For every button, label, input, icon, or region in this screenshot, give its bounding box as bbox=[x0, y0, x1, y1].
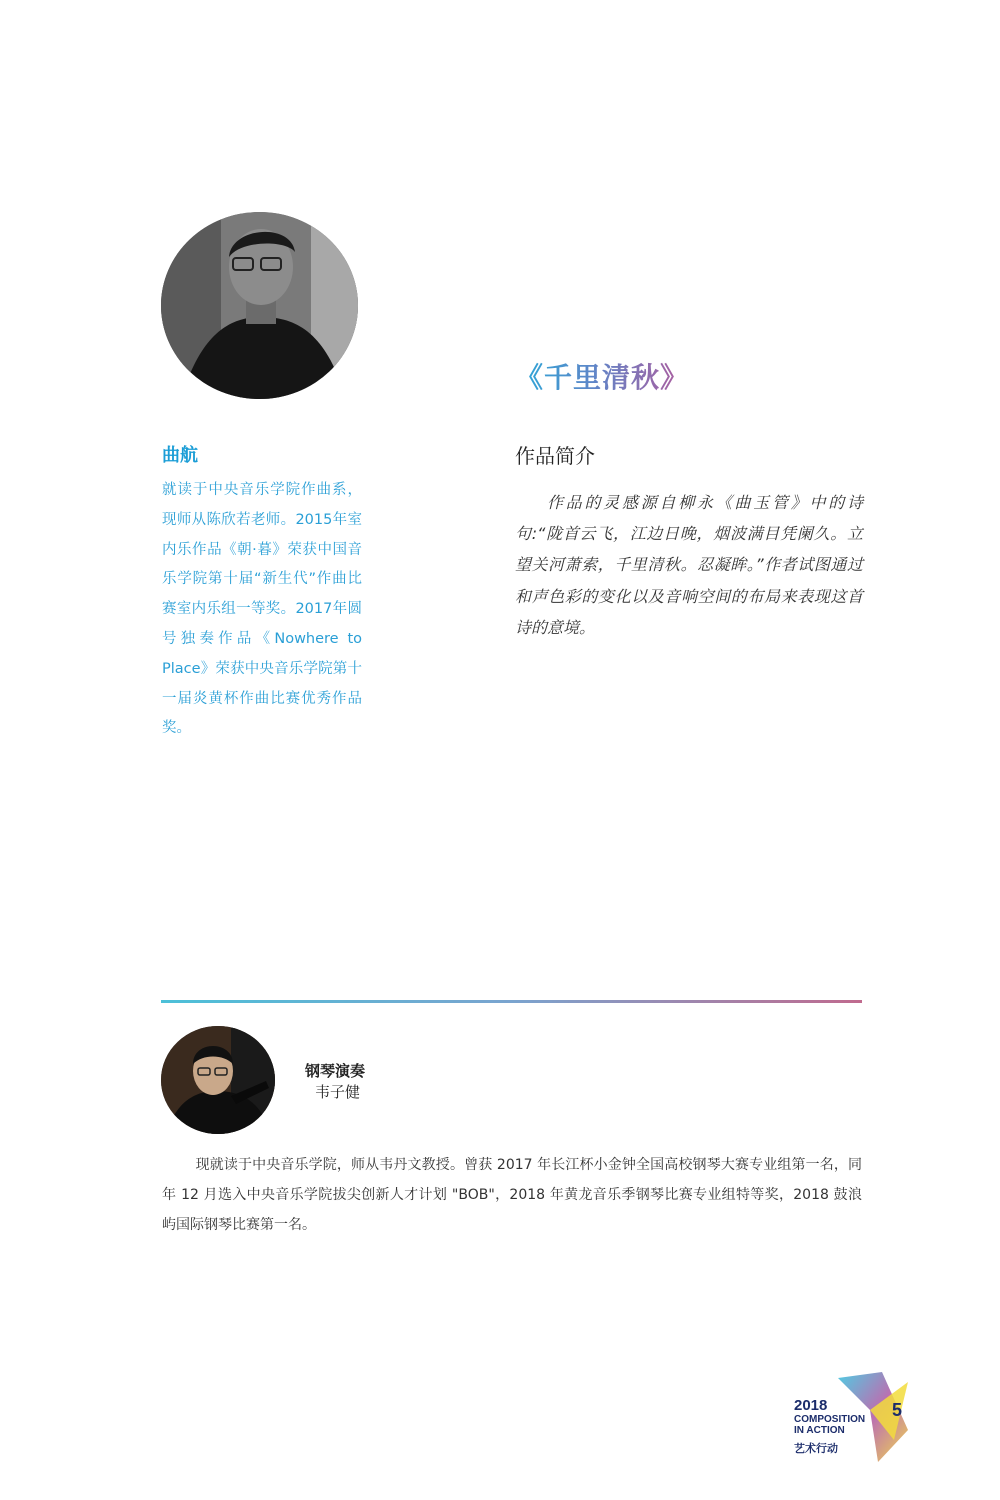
performer-name: 韦子健 bbox=[315, 1083, 361, 1101]
composition-in-action-logo bbox=[790, 1370, 950, 1470]
intro-heading: 作品简介 bbox=[515, 444, 595, 468]
composer-name: 曲航 bbox=[162, 445, 198, 466]
composer-bio: 就读于中央音乐学院作曲系，现师从陈欣若老师。2015年室内乐作品《朝·暮》荣获中国音乐学院第十届“新生代”作曲比赛室内乐组一等奖。2017年圆号独奏作品《Nowhere to Place》荣获中央音乐学院第十一届炎黄杯作曲比赛优秀作品奖。 bbox=[162, 482, 362, 737]
composer-portrait bbox=[161, 212, 358, 399]
page-number: 5 bbox=[892, 1400, 903, 1420]
performer-photo bbox=[161, 1026, 275, 1134]
logo-line1: COMPOSITION bbox=[794, 1414, 866, 1425]
performer-bio: 现就读于中央音乐学院，师从韦丹文教授。曾获 2017 年长江杯小金钟全国高校钢琴大赛专业组第一名，同年 12 月选入中央音乐学院拔尖创新人才计划 "BOB"，2018 年黄龙音乐季钢琴比赛专业组特等奖，2018 鼓浪屿国际钢琴比赛第一名。 bbox=[162, 1157, 862, 1233]
logo-cn: 艺术行动 bbox=[794, 1442, 838, 1455]
logo-line2: IN ACTION bbox=[794, 1425, 845, 1436]
section-divider bbox=[161, 1000, 862, 1003]
performer-role: 钢琴演奏 bbox=[305, 1062, 366, 1080]
work-title: 《千里清秋》 bbox=[515, 356, 689, 396]
intro-text: 作品的灵感源自柳永《曲玉管》中的诗句:“陇首云飞，江边日晚，烟波满目凭阑久。立望关河萧索，千里清秋。忍凝眸。”作者试图通过和声色彩的变化以及音响空间的布局来表现这首诗的意境。 bbox=[515, 493, 863, 637]
logo-year: 2018 bbox=[794, 1397, 828, 1414]
